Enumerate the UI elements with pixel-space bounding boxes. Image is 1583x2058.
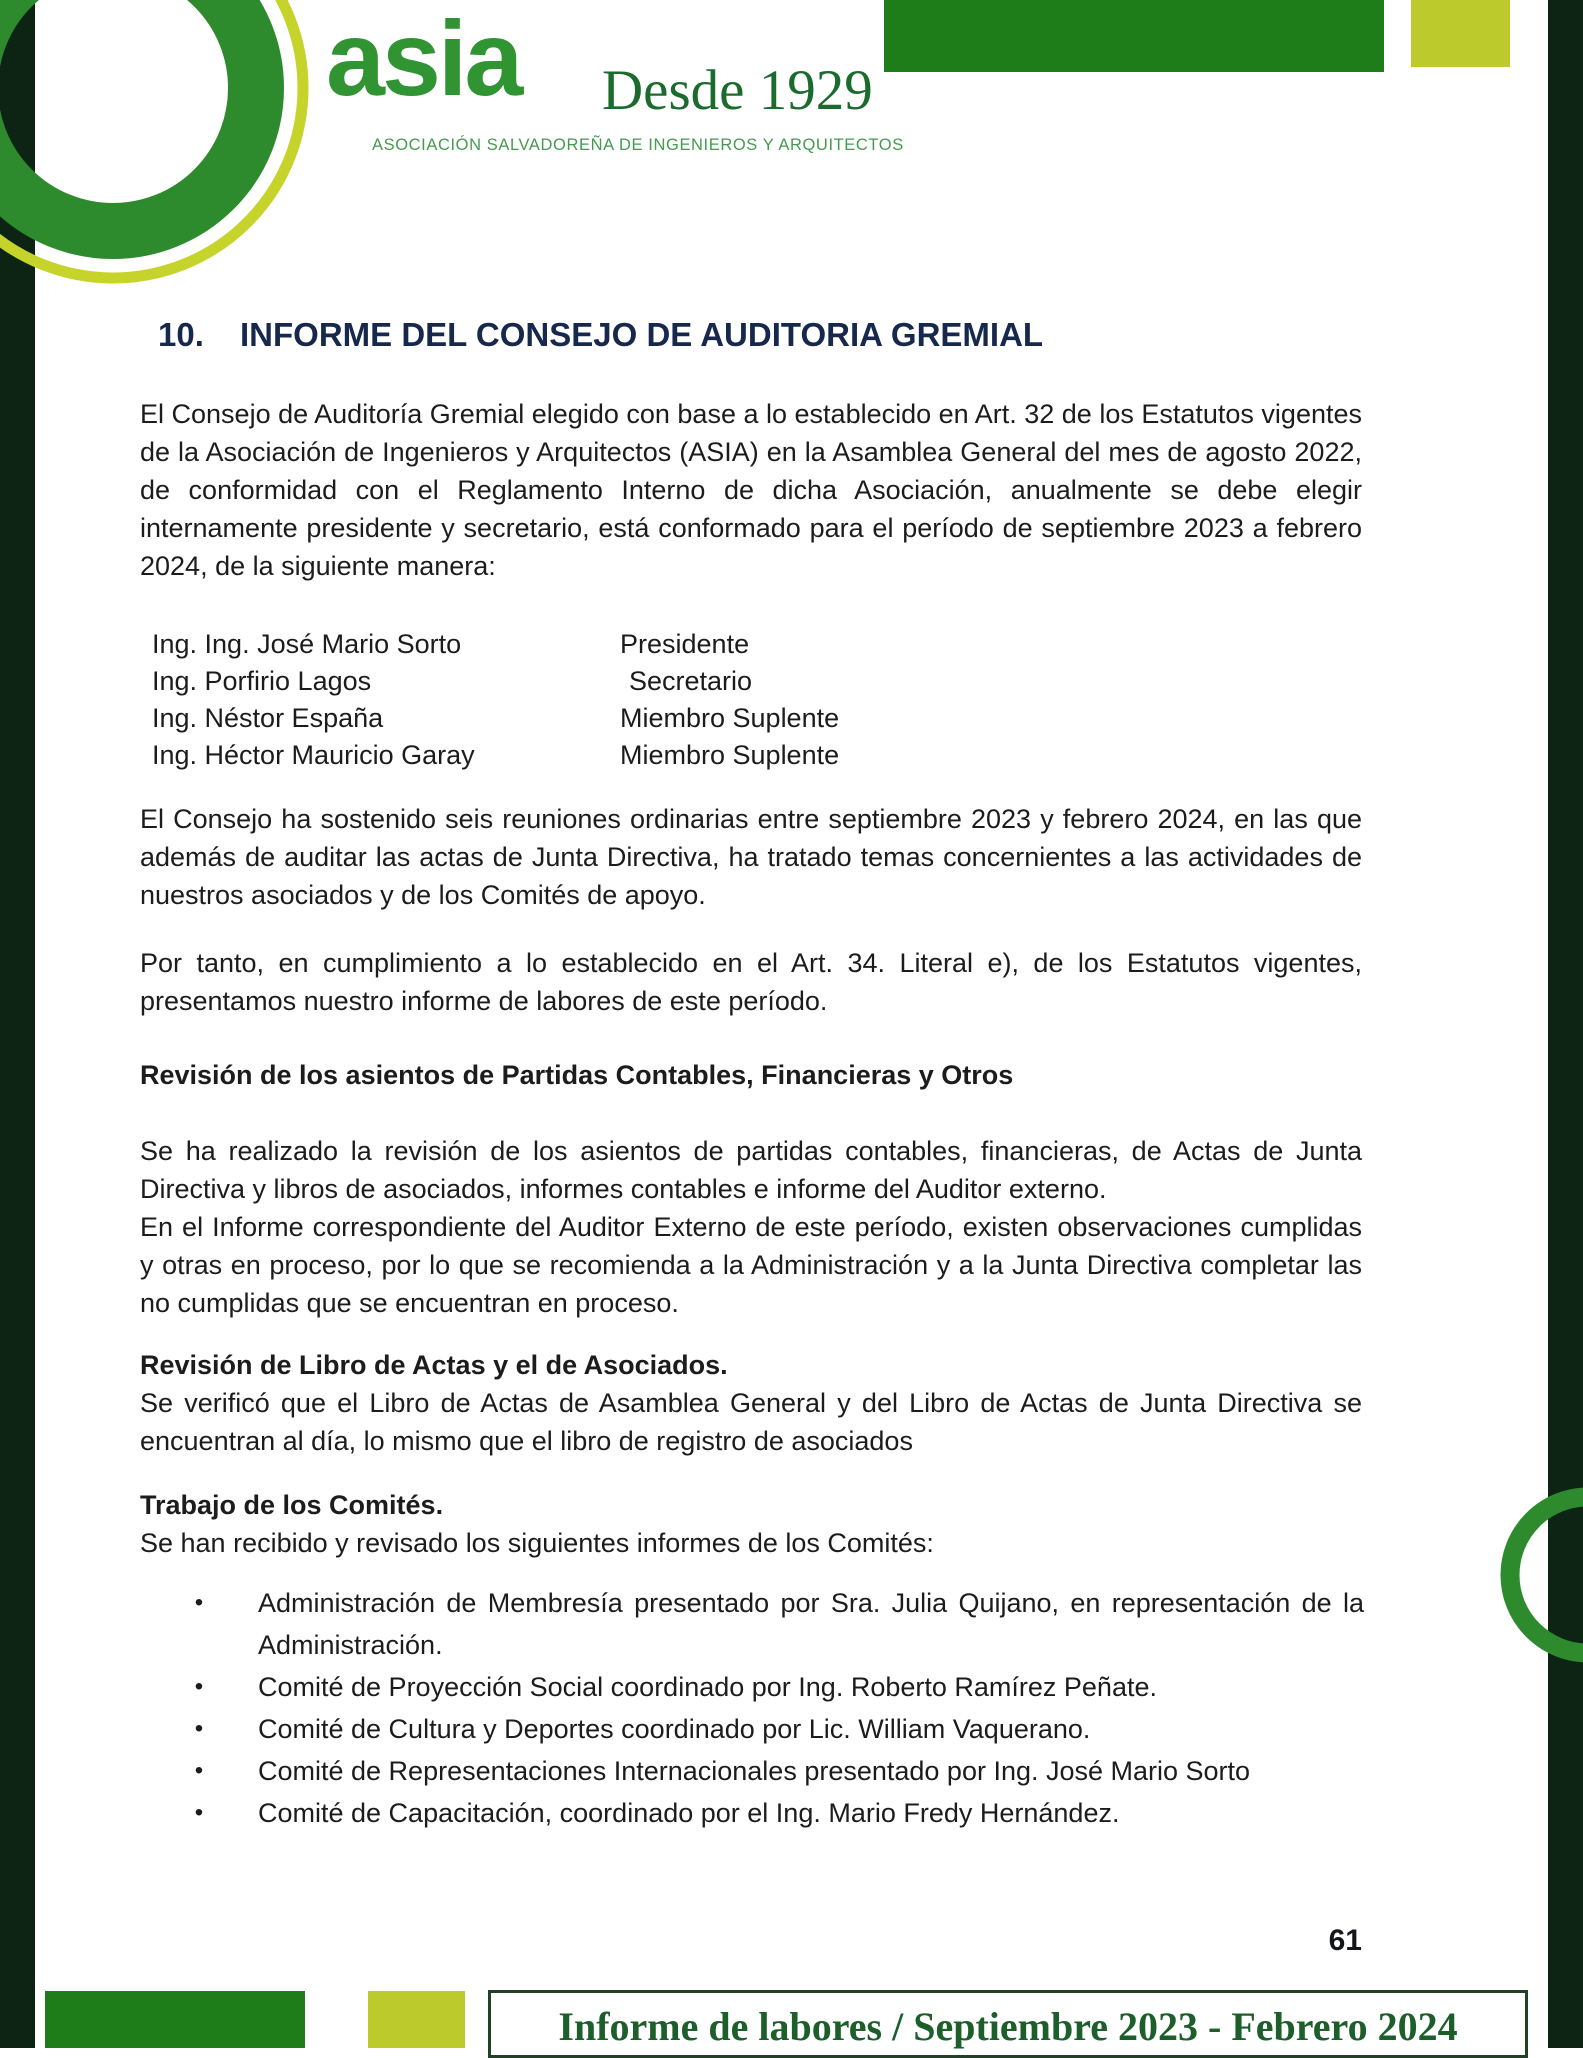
list-item bbox=[140, 1666, 1364, 1708]
member-name: Ing. Ing. José Mario Sorto bbox=[152, 629, 462, 659]
bullet-icon: • bbox=[194, 1715, 204, 1742]
heading-libros: Revisión de Libro de Actas y el de Asociados. bbox=[140, 1350, 728, 1380]
comites-intro: Se han recibido y revisado los siguientes informes de los Comités: bbox=[140, 1528, 934, 1558]
partidas-paragraph-2: En el Informe correspondiente del Auditor Externo de este período, existen observaciones cumplidas y otras en proceso, por lo que se recomienda a la Administración y a la Junta Directiva completar las no cumplidas que se encuentran en proceso. bbox=[140, 1212, 1362, 1318]
bullet-text: Comité de Representaciones Internacionales presentado por Ing. José Mario Sorto bbox=[258, 1756, 1251, 1786]
comites-bullet-list bbox=[140, 1582, 1364, 1834]
mandate-paragraph: Por tanto, en cumplimiento a lo establecido en el Art. 34. Literal e), de los Estatutos vigentes, presentamos nuestro informe de labores de este período. bbox=[140, 948, 1362, 1016]
bullet-text: Comité de Proyección Social coordinado por Ing. Roberto Ramírez Peñate. bbox=[258, 1672, 1157, 1702]
logo-ring-ornament bbox=[0, 0, 340, 300]
list-item bbox=[140, 1792, 1364, 1834]
heading-comites: Trabajo de los Comités. bbox=[140, 1490, 444, 1520]
bullet-text: Comité de Cultura y Deportes coordinado por Lic. William Vaquerano. bbox=[258, 1714, 1091, 1744]
list-item bbox=[140, 1582, 1364, 1666]
heading-partidas: Revisión de los asientos de Partidas Contables, Financieras y Otros bbox=[140, 1060, 1014, 1090]
council-member-row bbox=[152, 700, 1252, 737]
bullet-icon: • bbox=[194, 1673, 204, 1700]
council-member-row bbox=[152, 626, 1252, 663]
bullet-icon: • bbox=[194, 1799, 204, 1826]
member-role: Secretario bbox=[629, 666, 753, 696]
bullet-text: Administración de Membresía presentado por Sra. Julia Quijano, en representación de la Administración. bbox=[258, 1588, 1364, 1660]
council-member-row bbox=[152, 737, 1252, 774]
page-number: 61 bbox=[1328, 1924, 1362, 1957]
footer-green-bar bbox=[45, 1991, 305, 2048]
member-name: Ing. Porfirio Lagos bbox=[152, 666, 372, 696]
section-title-text: INFORME DEL CONSEJO DE AUDITORIA GREMIAL bbox=[240, 316, 1044, 353]
libros-paragraph: Se verificó que el Libro de Actas de Asamblea General y del Libro de Actas de Junta Directiva se encuentran al día, lo mismo que el libro de registro de asociados bbox=[140, 1388, 1362, 1456]
left-page-bar bbox=[0, 0, 35, 2048]
section-title bbox=[158, 316, 1388, 354]
logo-desde-1929: Desde 1929 bbox=[602, 59, 873, 122]
asia-logo-wordmark: asia bbox=[326, 0, 521, 118]
right-page-bar bbox=[1548, 0, 1583, 2048]
intro-paragraph: El Consejo de Auditoría Gremial elegido con base a lo establecido en Art. 32 de los Estatutos vigentes de la Asociación de Ingenieros y Arquitectos (ASIA) en la Asamblea General del mes de agosto 2022, de conformidad con el Reglamento Interno de dicha Asociación, anualmente se debe elegir internamente presidente y secretario, está conformado para el período de septiembre 2023 a febrero 2024, de la siguiente manera: bbox=[140, 399, 1362, 581]
member-name: Ing. Néstor España bbox=[152, 703, 384, 733]
section-number: 10. bbox=[158, 316, 204, 353]
council-member-row bbox=[152, 663, 1252, 700]
footer-yellow-square bbox=[368, 1991, 465, 2048]
bullet-text: Comité de Capacitación, coordinado por el Ing. Mario Fredy Hernández. bbox=[258, 1798, 1120, 1828]
list-item bbox=[140, 1708, 1364, 1750]
partidas-paragraph-1: Se ha realizado la revisión de los asientos de partidas contables, financieras, de Actas de Junta Directiva y libros de asociados, informes contables e informe del Auditor externo. bbox=[140, 1136, 1362, 1204]
logo-tagline: ASOCIACIÓN SALVADOREÑA DE INGENIEROS Y ARQUITECTOS bbox=[372, 136, 904, 154]
meetings-paragraph: El Consejo ha sostenido seis reuniones ordinarias entre septiembre 2023 y febrero 2024, en las que además de auditar las actas de Junta Directiva, ha tratado temas concernientes a las actividades de nuestros asociados y de los Comités de apoyo. bbox=[140, 804, 1362, 910]
bullet-icon: • bbox=[194, 1589, 204, 1616]
partidas-body bbox=[140, 1132, 1362, 1322]
member-name: Ing. Héctor Mauricio Garay bbox=[152, 740, 475, 770]
list-item bbox=[140, 1750, 1364, 1792]
member-role: Miembro Suplente bbox=[620, 740, 840, 770]
bullet-icon: • bbox=[194, 1757, 204, 1784]
header-green-bar bbox=[884, 0, 1384, 72]
footer-report-title: Informe de labores / Septiembre 2023 - Febrero 2024 bbox=[558, 2003, 1458, 2049]
member-role: Presidente bbox=[620, 629, 750, 659]
header-yellow-square bbox=[1411, 0, 1510, 67]
member-role: Miembro Suplente bbox=[620, 703, 840, 733]
council-members-list bbox=[152, 626, 1252, 774]
